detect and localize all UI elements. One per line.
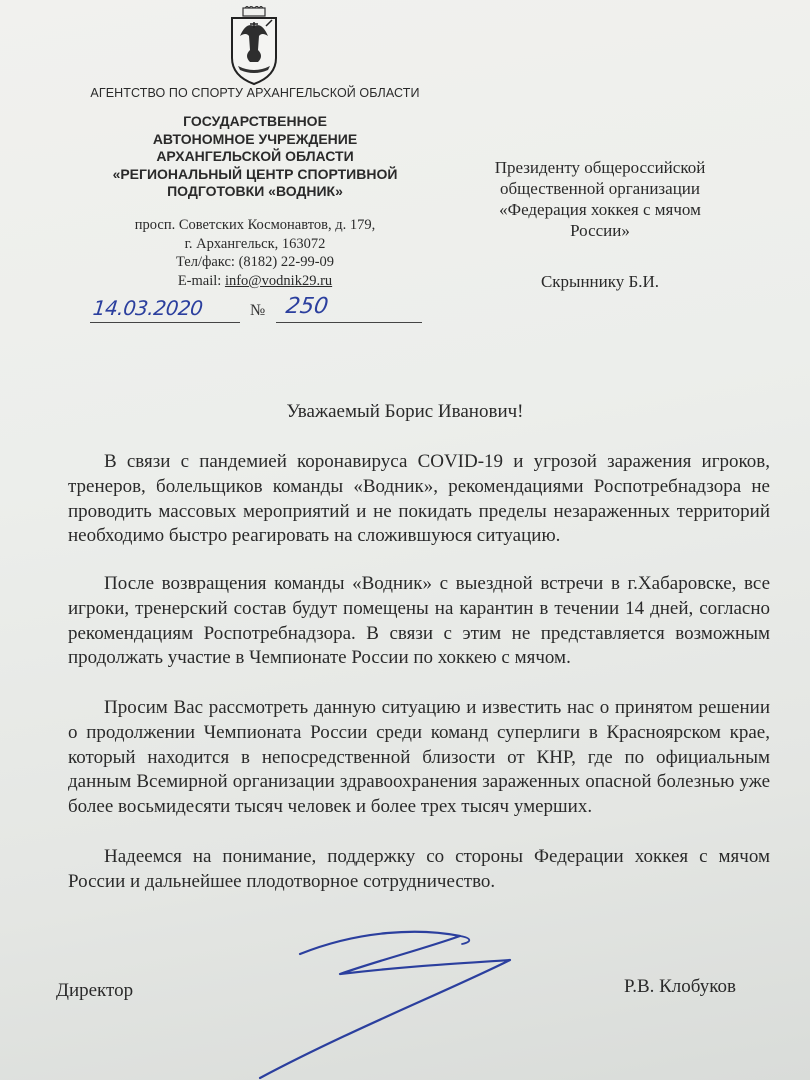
- director-title: Директор: [56, 980, 134, 1001]
- recipient-block: [470, 157, 730, 241]
- address-line-2: г. Архангельск, 163072: [184, 235, 326, 252]
- contact-block: [110, 216, 400, 290]
- email-link[interactable]: info@vodnik29.ru: [224, 272, 333, 289]
- registration-line: [90, 294, 430, 328]
- agency-name: АГЕНТСТВО ПО СПОРТУ АРХАНГЕЛЬСКОЙ ОБЛАСТИ: [90, 86, 420, 100]
- paragraph-1: В связи с пандемией коронавируса COVID-19 и угрозой заражения игроков, тренеров, болельщиков команды «Водник», рекомендациями Роспотребнадзора не проводить массовых мероприятий и не покидать пределы незараженных территорий необходимо быстро реагировать на сложившуюся ситуацию.: [68, 451, 770, 547]
- email-line: [110, 272, 400, 291]
- recipient-line: общественной организации: [500, 179, 700, 198]
- signature-icon: [210, 920, 570, 1080]
- recipient-line: «Федерация хоккея с мячом: [499, 200, 701, 219]
- paragraph-2: После возвращения команды «Водник» с выездной встречи в г.Хабаровске, все игроки, тренерский состав будут помещены на карантин в течении 14 дней, согласно рекомендациям Роспотребнадзора. В связи с этим не представляется возможным продолжать участие в Чемпионате России по хоккею с мячом.: [68, 573, 770, 669]
- number-field: [276, 294, 422, 323]
- coat-of-arms-icon: [226, 6, 282, 86]
- recipient-line: Президенту общероссийской: [494, 158, 706, 177]
- salutation: Уважаемый Борис Иванович!: [286, 401, 524, 422]
- address-line-1: просп. Советских Космонавтов, д. 179,: [134, 217, 376, 233]
- org-line: «РЕГИОНАЛЬНЫЙ ЦЕНТР СПОРТИВНОЙ: [112, 165, 398, 182]
- recipient-name: Скрыннику Б.И.: [540, 272, 660, 291]
- paragraph-3: Просим Вас рассмотреть данную ситуацию и известить нас о принятом решении о продолжении Чемпионата России среди команд суперлиги в Красноярском крае, который находится в непосредственной близости от КНР, где по официальным данным Всемирной организации здравоохранения зараженных опасной болезнью уже более восьмидесяти тысяч человек и более трех тысяч умерших.: [68, 697, 770, 818]
- org-line: ПОДГОТОВКИ «ВОДНИК»: [167, 183, 343, 199]
- org-line: АВТОНОМНОЕ УЧРЕЖДЕНИЕ: [152, 130, 358, 147]
- director-name: Р.В. Клобуков: [624, 976, 736, 997]
- handwritten-number: 250: [284, 294, 330, 319]
- paragraph-4: Надеемся на понимание, поддержку со стороны Федерации хоккея с мячом России и дальнейшее плодотворное сотрудничество.: [68, 846, 770, 892]
- organization-name: [82, 113, 428, 201]
- email-label: E-mail:: [177, 272, 225, 289]
- date-field: [90, 296, 240, 323]
- recipient-line: России»: [570, 221, 630, 240]
- number-label: №: [250, 302, 266, 319]
- phone-line: Тел/факс: (8182) 22-99-09: [175, 254, 335, 270]
- org-line: ГОСУДАРСТВЕННОЕ: [183, 113, 327, 129]
- org-line: АРХАНГЕЛЬСКОЙ ОБЛАСТИ: [156, 148, 354, 164]
- handwritten-date: 14.03.2020: [91, 296, 204, 320]
